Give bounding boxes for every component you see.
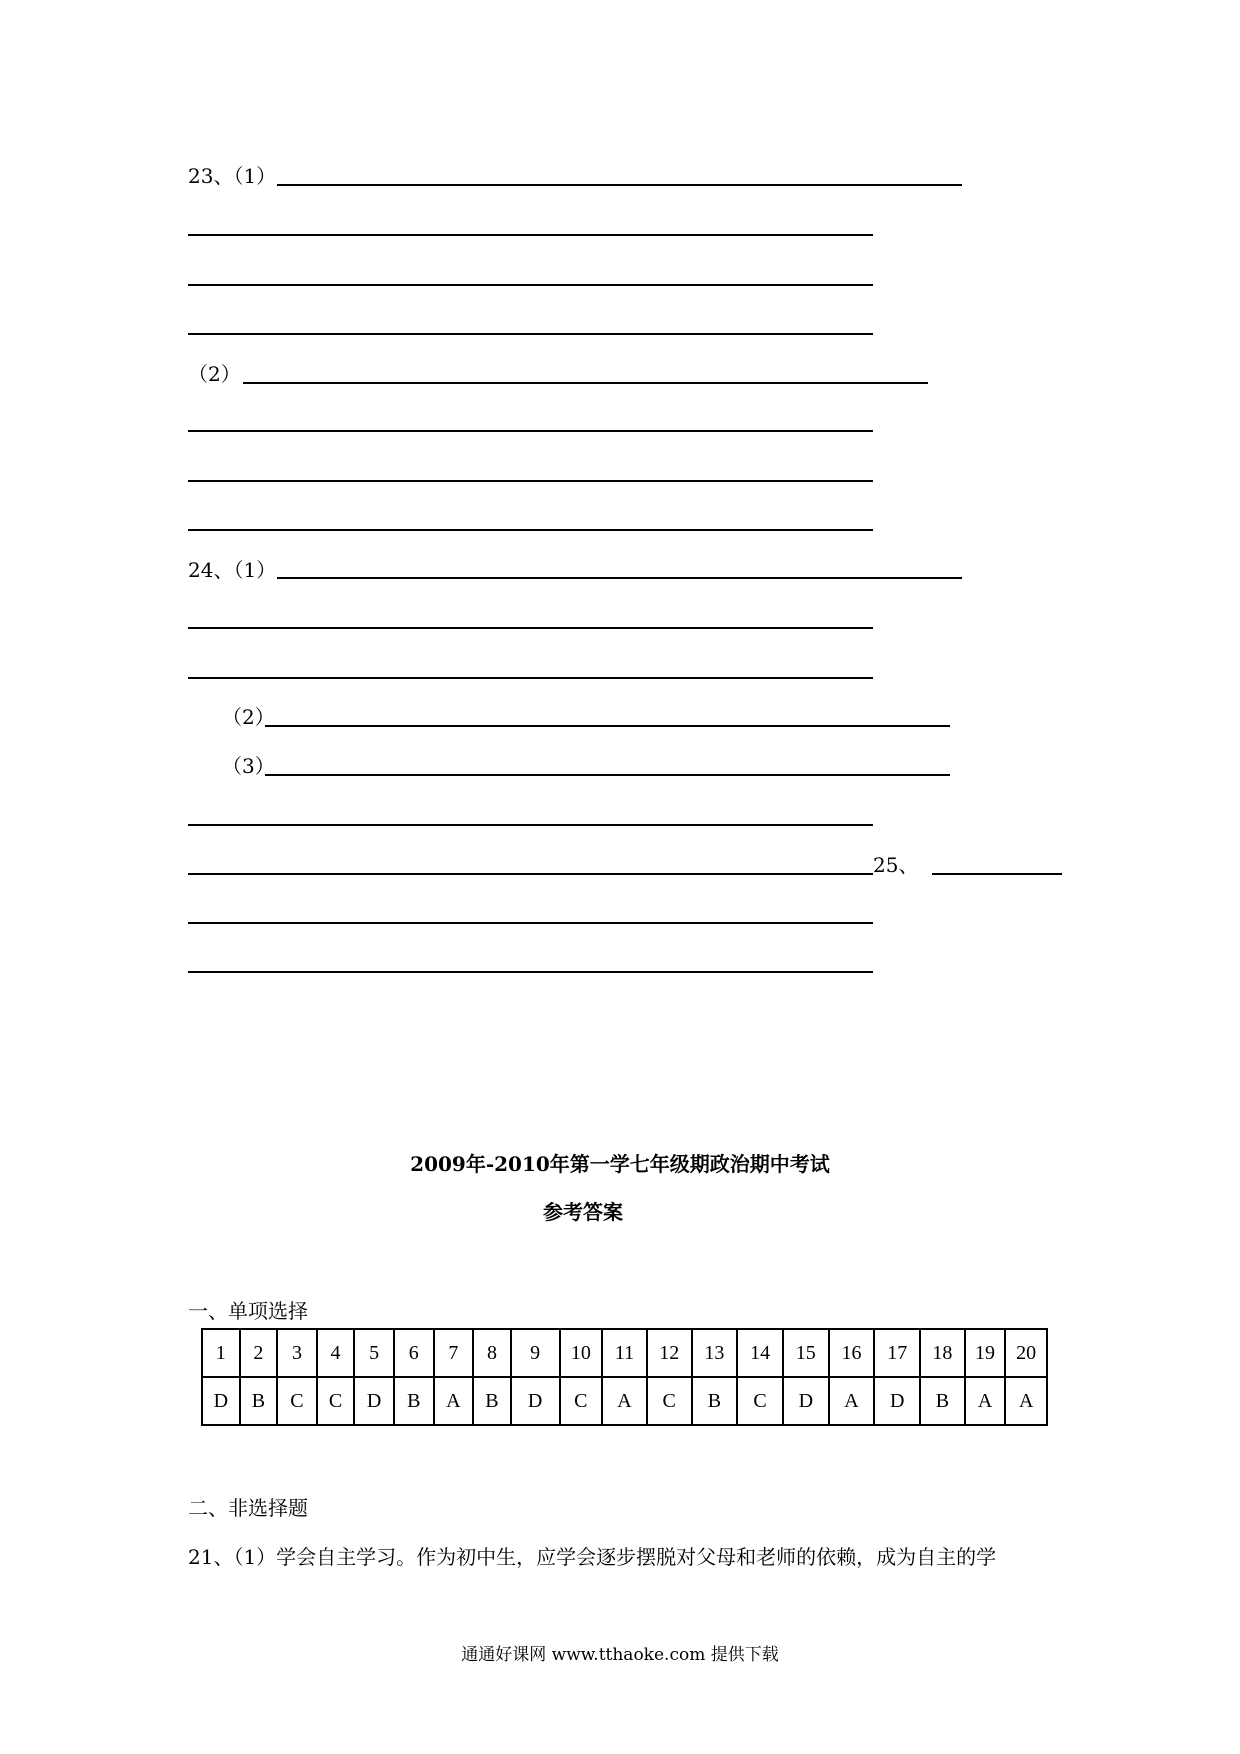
- table-cell-answer: C: [560, 1377, 603, 1425]
- table-row-numbers: [202, 1329, 1047, 1377]
- table-cell-number: 2: [240, 1329, 278, 1377]
- table-cell-answer: A: [965, 1377, 1006, 1425]
- answer-line[interactable]: [188, 922, 873, 924]
- table-cell-answer: C: [317, 1377, 355, 1425]
- answer-line[interactable]: [188, 430, 873, 432]
- table-cell-answer: C: [277, 1377, 317, 1425]
- table-cell-number: 14: [737, 1329, 783, 1377]
- answer-line[interactable]: [188, 971, 873, 973]
- page-footer: 通通好课网 www.tthaoke.com 提供下载: [461, 1645, 779, 1665]
- table-cell-number: 4: [317, 1329, 355, 1377]
- q24-part1-label: 24、（1）: [188, 558, 277, 582]
- table-cell-number: 6: [394, 1329, 434, 1377]
- table-cell-answer: B: [473, 1377, 511, 1425]
- table-cell-answer: D: [511, 1377, 560, 1425]
- table-cell-answer: D: [354, 1377, 394, 1425]
- answer-line[interactable]: [277, 577, 962, 579]
- table-cell-answer: C: [737, 1377, 783, 1425]
- table-cell-number: 13: [692, 1329, 738, 1377]
- table-cell-answer: B: [394, 1377, 434, 1425]
- answer-line[interactable]: [188, 529, 873, 531]
- table-cell-number: 7: [434, 1329, 474, 1377]
- answer-line[interactable]: [188, 284, 873, 286]
- table-cell-answer: A: [434, 1377, 474, 1425]
- table-row-answers: [202, 1377, 1047, 1425]
- section-non-choice: 二、非选择题: [188, 1496, 308, 1520]
- answer-line-short[interactable]: [932, 873, 1062, 875]
- answer-line[interactable]: [188, 873, 873, 875]
- table-cell-answer: D: [874, 1377, 920, 1425]
- table-cell-answer: A: [829, 1377, 875, 1425]
- q21-answer-text: 21、（1）学会自主学习。作为初中生，应学会逐步摆脱对父母和老师的依赖，成为自主的学: [188, 1545, 997, 1569]
- table-cell-number: 17: [874, 1329, 920, 1377]
- table-cell-answer: D: [783, 1377, 829, 1425]
- answer-line[interactable]: [188, 234, 873, 236]
- q23-part2-label: （2）: [188, 362, 241, 386]
- section-single-choice: 一、单项选择: [188, 1299, 308, 1323]
- q23-part1-label: 23、（1）: [188, 164, 277, 188]
- table-cell-number: 8: [473, 1329, 511, 1377]
- table-cell-number: 11: [602, 1329, 647, 1377]
- table-cell-answer: A: [1005, 1377, 1047, 1425]
- table-cell-number: 10: [560, 1329, 603, 1377]
- table-cell-number: 19: [965, 1329, 1006, 1377]
- table-cell-answer: A: [602, 1377, 647, 1425]
- table-cell-number: 3: [277, 1329, 317, 1377]
- answer-line[interactable]: [265, 774, 950, 776]
- table-cell-answer: B: [692, 1377, 738, 1425]
- table-cell-number: 20: [1005, 1329, 1047, 1377]
- table-cell-answer: D: [202, 1377, 240, 1425]
- table-cell-number: 16: [829, 1329, 875, 1377]
- q24-part3-label: （3）: [222, 754, 275, 778]
- answer-line[interactable]: [188, 333, 873, 335]
- table-cell-number: 5: [354, 1329, 394, 1377]
- answer-line[interactable]: [277, 184, 962, 186]
- table-cell-answer: B: [240, 1377, 278, 1425]
- q24-part2-label: （2）: [222, 705, 275, 729]
- table-cell-answer: C: [647, 1377, 692, 1425]
- answer-line[interactable]: [188, 480, 873, 482]
- table-cell-number: 18: [920, 1329, 965, 1377]
- answer-line[interactable]: [188, 627, 873, 629]
- table-cell-number: 15: [783, 1329, 829, 1377]
- answer-line[interactable]: [243, 382, 928, 384]
- answer-table: [201, 1328, 1048, 1426]
- answer-line[interactable]: [265, 725, 950, 727]
- answer-key-subtitle: 参考答案: [543, 1200, 623, 1224]
- answer-line[interactable]: [188, 824, 873, 826]
- table-cell-number: 1: [202, 1329, 240, 1377]
- q25-label: 25、: [873, 853, 919, 877]
- table-cell-answer: B: [920, 1377, 965, 1425]
- table-cell-number: 9: [511, 1329, 560, 1377]
- answer-line[interactable]: [188, 677, 873, 679]
- table-cell-number: 12: [647, 1329, 692, 1377]
- answer-key-title: 2009年-2010年第一学七年级期政治期中考试: [410, 1152, 830, 1176]
